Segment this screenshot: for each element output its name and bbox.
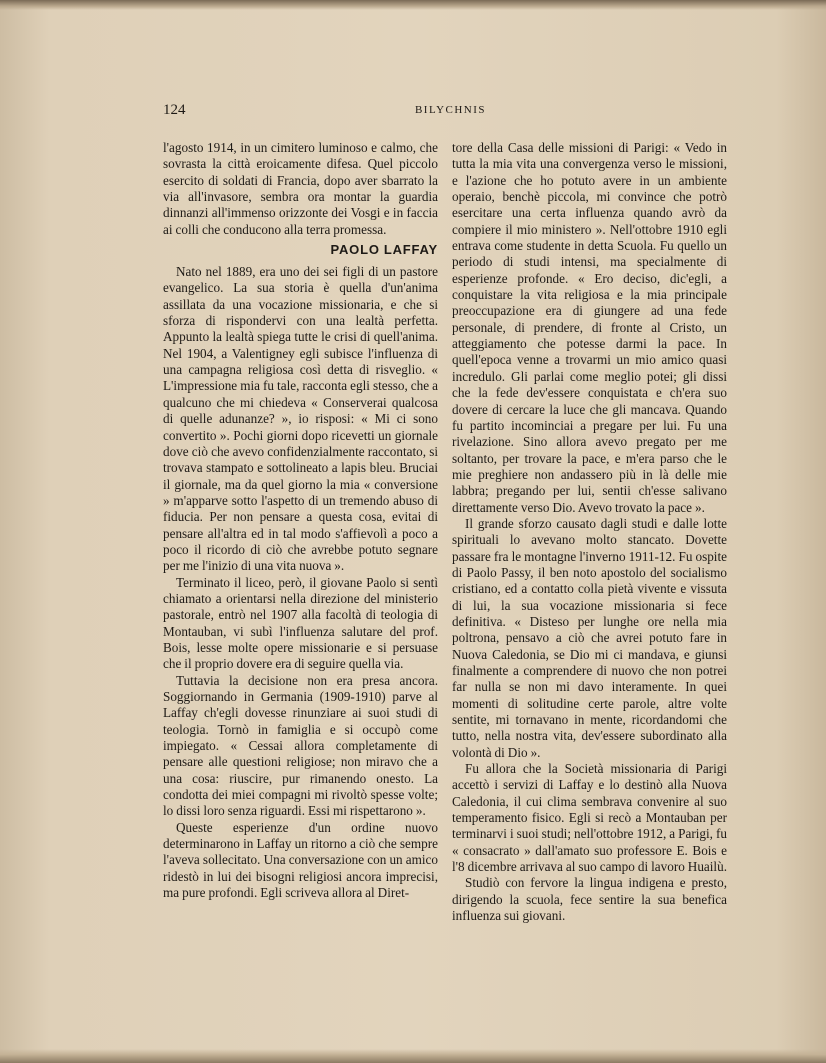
paragraph: Terminato il liceo, però, il giovane Paolo si sentì chiamato a orientarsi nella direzione del ministerio pastorale, entrò nel 1907 alla facoltà di teologia di Montauban, vi subì l'influenza salutare del prof. Bois, lesse molte opere missionarie e si persuase che il proprio dovere era di seguire quella via. bbox=[163, 574, 438, 672]
paragraph: Nato nel 1889, era uno dei sei figli di un pastore evangelico. La sua storia è quella d'un'anima assillata da una vocazione missionaria, e che si sforza di rispondervi con una lealtà perfetta. Appunto la lealtà spiega tutte le crisi di quell'anima. Nel 1904, a Valentigney egli subisce l'influenza di una campagna religiosa così detta di risveglio. « L'impressione mia fu tale, racconta egli stesso, che a qualcuno che mi chiedeva « Conserverai qualcosa di quelle adunanze? », io risposi: « Mi ci sono convertito ». Pochi giorni dopo ricevetti un giornale dove ciò che avevo confidenzialmente raccontato, si trovava stampato e sottolineato a lapis bleu. Bruciai il giornale, ma da quel giorno la mia « conversione » m'apparve sotto l'aspetto di un tremendo abuso di fiducia. Per non pensare a questa cosa, evitai di pensare all'altra ed in tal modo s'affievolì a poco a poco il ricordo di ciò che avrebbe potuto segnare per me l'inizio di una vita nuova ». bbox=[163, 264, 438, 574]
section-heading: PAOLO LAFFAY bbox=[330, 242, 438, 258]
paragraph: Queste esperienze d'un ordine nuovo determinarono in Laffay un ritorno a ciò che sempre l'aveva sollecitato. Una conversazione con un amico ridestò in lui dei bisogni religiosi ancora imprecisi, ma pure profondi. Egli scriveva allora al Diret- bbox=[163, 819, 438, 901]
right-column bbox=[452, 140, 727, 925]
paragraph: l'agosto 1914, in un cimitero luminoso e calmo, che sovrasta la città eroicamente difesa. Quel piccolo esercito di soldati di Francia, dopo aver sbarrato la via all'invasore, sembra ora montar la guardia dinnanzi all'immenso orizzonte dei Vosgi e in faccia ai colli che conducono alla terra promessa. bbox=[163, 140, 438, 237]
paragraph: Studiò con fervore la lingua indigena e presto, dirigendo la scuola, fece sentire la sua benefica influenza sui giovani. bbox=[452, 875, 727, 924]
page-number: 124 bbox=[163, 102, 186, 118]
page-header bbox=[163, 102, 738, 122]
page-edge-top bbox=[0, 0, 826, 10]
running-title: BILYCHNIS bbox=[414, 104, 487, 116]
left-column bbox=[163, 140, 438, 901]
paragraph: Fu allora che la Società missionaria di Parigi accettò i servizi di Laffay e lo destinò alla Nuova Caledonia, il cui clima sembrava convenire al suo temperamento fisico. Egli si recò a Montauban per terminarvi i suoi studi; nell'ottobre 1912, a Parigi, fu « consacrato » dall'amato suo professore E. Bois e l'8 dicembre arrivava al suo campo di lavoro Huailù. bbox=[452, 761, 727, 875]
paragraph: tore della Casa delle missioni di Parigi: « Vedo in tutta la mia vita una convergenza verso le missioni, e l'azione che ho potuto avere in un ambiente operaio, benchè piccola, mi convince che potrò esercitare una certa influenza quando avrò da compiere il mio ministero ». Nell'ottobre 1910 egli entrava come studente in detta Scuola. Fu quello un periodo di studi intensi, ma specialmente di esperienze profonde. « Ero deciso, dic'egli, a conquistare la vita religiosa e la mia principale preoccupazione era di giungere ad una fede personale, di prendere, di fronte al Cristo, un atteggiamento che potesse darmi la pace. In quell'epoca venne a trovarmi un mio amico quasi incredulo. Gli parlai come meglio potei; gli dissi che la fede dev'essere conquistata e ch'era suo dovere di cercare la luce che gli mancava. Quando fu partito incominciai a pregare per lui. Fu una rivelazione. Sino allora avevo pregato per me soltanto, per trovare la pace, e m'era parso che le mie preghiere non andassero più in là delle mie labbra; pregando per lui, sentii ch'esse salivano direttamente verso Dio. Avevo trovato la pace ». bbox=[452, 140, 727, 515]
paragraph: Il grande sforzo causato dagli studi e dalle lotte spirituali lo avevano molto stancato. Dovette passare fra le montagne l'inverno 1911-12. Fu ospite di Paolo Passy, il ben noto apostolo del socialismo cristiano, ed a contatto colla pietà vivente e vissuta di lui, la sua vocazione missionaria si fece definitiva. « Disteso per lunghe ore nella mia poltrona, pensavo a ciò che avrei potuto fare in Nuova Caledonia, se Dio mi ci mandava, e giunsi finalmente a comprendere di nuovo che non potrei far nulla se non mi davo interamente. In quei momenti di solitudine certe parole, altre volte sentite, mi tornavano in mente, ricordandomi che tutto, nella nostra vita, dev'essere subordinato alla volontà di Dio ». bbox=[452, 515, 727, 760]
page-edge-bottom bbox=[0, 1049, 826, 1063]
paragraph: Tuttavia la decisione non era presa ancora. Soggiornando in Germania (1909-1910) parve al Laffay ch'egli dovesse rinunziare ai suoi studi di teologia. Tornò in famiglia e si occupò come impiegato. « Cessai allora completamente di pensare alle questioni religiose; non miravo che a una cosa: riuscire, pur rimanendo onesto. La condotta dei miei compagni mi rivoltò spesse volte; lo dissi loro senza riguardi. Essi mi rispettarono ». bbox=[163, 672, 438, 819]
